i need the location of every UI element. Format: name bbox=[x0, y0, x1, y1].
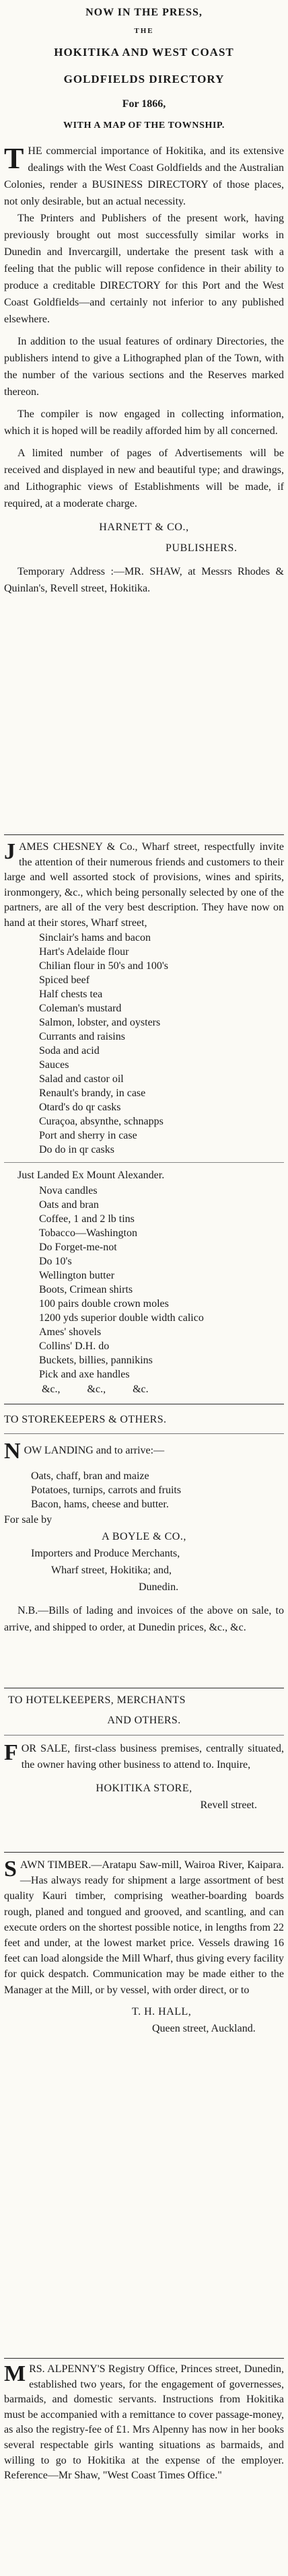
drop-cap: F bbox=[4, 1740, 18, 1765]
hotelkeepers-text: FOR SALE, first-class business premises, centrally situated, the owner having other business to attend to. Inquire, bbox=[4, 1740, 284, 1770]
stock-item: 100 pairs double crown moles bbox=[39, 1298, 169, 1310]
directory-paragraph-2: The Printers and Publishers of the present work, having previously brought out most successfully similar works in Dunedin and Invercargill, undertake the present task with a feeling that the public will repose confidence in their ability to produce a creditable DIRECTORY for this Port and the West Coast Goldfields—and certainly not inferior to any published elsewhere. bbox=[4, 213, 284, 325]
hotelkeepers-heading-2: AND OTHERS. bbox=[107, 1715, 181, 1726]
the-line: THE bbox=[134, 27, 154, 35]
stock-item: Renault's brandy, in case bbox=[39, 1087, 146, 1099]
stock-item: Spiced beef bbox=[39, 974, 90, 986]
stock-item: Ames' shovels bbox=[39, 1326, 102, 1338]
stock-item: Half chests tea bbox=[39, 989, 103, 1000]
stock-item: Coleman's mustard bbox=[39, 1003, 122, 1014]
boyle-firm: A BOYLE & CO., bbox=[102, 1531, 186, 1542]
stock-item: 1200 yds superior double width calico bbox=[39, 1312, 204, 1324]
landed-item-list bbox=[4, 1184, 284, 1382]
stock-item: Port and sherry in case bbox=[39, 1130, 137, 1141]
stock-item: Wellington butter bbox=[39, 1270, 115, 1281]
drop-cap: S bbox=[4, 1857, 17, 1882]
storekeepers-heading: TO STOREKEEPERS & OTHERS. bbox=[4, 1414, 167, 1425]
stock-item: Curaçoa, absynthe, schnapps bbox=[39, 1116, 164, 1127]
inner-rule bbox=[4, 1735, 284, 1736]
stock-item: Soda and acid bbox=[39, 1045, 100, 1057]
stock-item: Otard's do qr casks bbox=[39, 1102, 121, 1113]
etc-line: &c., &c., &c. bbox=[42, 1384, 149, 1395]
stock-item: Pick and axe handles bbox=[39, 1369, 130, 1380]
stock-item: Buckets, billies, pannikins bbox=[39, 1355, 153, 1366]
alpenny-ad bbox=[4, 2362, 284, 2484]
stock-item: Hart's Adelaide flour bbox=[39, 946, 129, 958]
stock-item: Do do in qr casks bbox=[39, 1144, 114, 1155]
stock-item: Oats and bran bbox=[39, 1199, 99, 1211]
publisher-name: HARNETT & CO., bbox=[99, 522, 189, 533]
boyle-address: Wharf street, Hokitika; and, bbox=[51, 1565, 172, 1576]
timber-text: SAWN TIMBER.—Aratapu Saw-mill, Wairoa River, Kaipara.—Has always ready for shipment a large assortment of best quality Kauri timber, comprising weather-boarding boards rough, planed and tongued and grooved, and scantling, and can execute orders on the shortest possible notice, in lengths from 22 feet and under, at the lowest market price. Vessels drawing 16 feet can load alongside the Mill Wharf, thus giving every facility for quick despatch. Communication may be made either to the Manager at the Mill, or by vessel, with order direct, or to bbox=[4, 1857, 284, 1996]
stock-item: Sauces bbox=[39, 1059, 69, 1071]
directory-map-line: WITH A MAP OF THE TOWNSHIP. bbox=[63, 120, 225, 131]
stock-item: Chilian flour in 50's and 100's bbox=[39, 960, 168, 972]
drop-cap: M bbox=[4, 2361, 26, 2386]
stock-item: Salad and castor oil bbox=[39, 1073, 124, 1085]
stock-item: Coffee, 1 and 2 lb tins bbox=[39, 1213, 135, 1225]
stock-item: Collins' D.H. do bbox=[39, 1340, 110, 1352]
stock-item: Salmon, lobster, and oysters bbox=[39, 1017, 161, 1028]
storekeepers-item-list bbox=[4, 1469, 284, 1511]
boyle-desc: Importers and Produce Merchants, bbox=[31, 1548, 180, 1559]
storekeepers-nb: N.B.—Bills of lading and invoices of the above on sale, to arrive, and shipped to order, at Dunedin prices, &c., &c. bbox=[4, 1605, 284, 1633]
timber-ad bbox=[4, 1857, 284, 2037]
directory-paragraph-4: The compiler is now engaged in collecting information, which it is hoped will be readily afforded him by all concerned. bbox=[4, 408, 284, 437]
directory-paragraph-3: In addition to the usual features of ordinary Directories, the publishers intend to give a Lithographed plan of the Town, with the number of the various sections and the Reserves marked thereon. bbox=[4, 336, 284, 398]
timber-address: Queen street, Auckland. bbox=[152, 2022, 256, 2034]
storekeepers-ad bbox=[4, 1409, 284, 1636]
directory-title: HOKITIKA AND WEST COAST bbox=[54, 46, 234, 59]
hotelkeepers-ad bbox=[4, 1690, 284, 1814]
directory-paragraph-5: A limited number of pages of Advertisements will be received and displayed in new and beautiful type; and drawings, and Lithographic views of Establishments will be made, if required, at a moderate charge. bbox=[4, 448, 284, 509]
for-sale-by: For sale by bbox=[4, 1514, 52, 1526]
stock-item: Do 10's bbox=[39, 1256, 72, 1267]
alpenny-text: MRS. ALPENNY'S Registry Office, Princes street, Dunedin, established two years, for the engagement of governesses, barmaids, and domestic servants. Instructions from Hokitika must be accompanied with a remittance to cover passage-money, as also the registry-fee of £1. Mrs Alpenny has now in her books several respectable girls wanting situations as barmaids, and willing to go to Hokitika at the expense of the employer. Reference—Mr Shaw, "West Coast Times Office." bbox=[4, 2361, 284, 2482]
directory-ad bbox=[4, 3, 284, 597]
stock-item: Currants and raisins bbox=[39, 1031, 125, 1042]
drop-cap: T bbox=[4, 142, 24, 175]
drop-cap: J bbox=[4, 839, 15, 864]
stock-item: Sinclair's hams and bacon bbox=[39, 932, 151, 943]
press-line: NOW IN THE PRESS, bbox=[85, 7, 203, 18]
temporary-address: Temporary Address :—MR. SHAW, at Messrs Rhodes & Quinlan's, Revell street, Hokitika. bbox=[4, 566, 284, 594]
revell-street: Revell street. bbox=[200, 1799, 257, 1811]
now-landing: NOW LANDING and to arrive:— bbox=[4, 1439, 165, 1464]
stock-item: Do Forget-me-not bbox=[39, 1242, 117, 1253]
stock-item: Tobacco—Washington bbox=[39, 1227, 137, 1239]
stock-item: Boots, Crimean shirts bbox=[39, 1284, 133, 1295]
divider bbox=[4, 2358, 284, 2359]
directory-paragraph-1: THE commercial importance of Hokitika, and its extensive dealings with the West Coast Goldfields and the Australian Colonies, render a BUSINESS DIRECTORY of those places, not only desirable, but an actual necessity. bbox=[4, 142, 284, 207]
directory-year: For 1866, bbox=[122, 98, 166, 110]
landed-heading: Just Landed Ex Mount Alexander. bbox=[17, 1170, 165, 1181]
publisher-role: PUBLISHERS. bbox=[166, 542, 238, 554]
stock-item: Nova candles bbox=[39, 1185, 98, 1196]
chesney-ad bbox=[4, 840, 284, 1398]
divider bbox=[4, 1852, 284, 1853]
produce-item: Potatoes, turnips, carrots and fruits bbox=[31, 1484, 182, 1496]
inner-rule bbox=[4, 1162, 284, 1164]
timber-signature: T. H. HALL, bbox=[132, 2005, 192, 2017]
chesney-intro: JAMES CHESNEY & Co., Wharf street, respectfully invite the attention of their numerous friends and customers to their large and well assorted stock of provisions, wines and spirits, ironmongery, &c., which being personally selected by one of the partners, are all of the very best description. They have now on hand at their stores, Wharf street, bbox=[4, 839, 284, 929]
produce-item: Bacon, hams, cheese and butter. bbox=[31, 1499, 169, 1510]
produce-item: Oats, chaff, bran and maize bbox=[31, 1470, 149, 1482]
hokitika-store: HOKITIKA STORE, bbox=[96, 1783, 192, 1794]
drop-cap: N bbox=[4, 1439, 21, 1464]
inner-rule bbox=[4, 1433, 284, 1434]
divider bbox=[4, 834, 284, 835]
chesney-item-list bbox=[4, 931, 284, 1157]
directory-subtitle: GOLDFIELDS DIRECTORY bbox=[63, 73, 225, 85]
hotelkeepers-heading-1: TO HOTELKEEPERS, MERCHANTS bbox=[8, 1694, 186, 1706]
boyle-city: Dunedin. bbox=[139, 1581, 179, 1593]
